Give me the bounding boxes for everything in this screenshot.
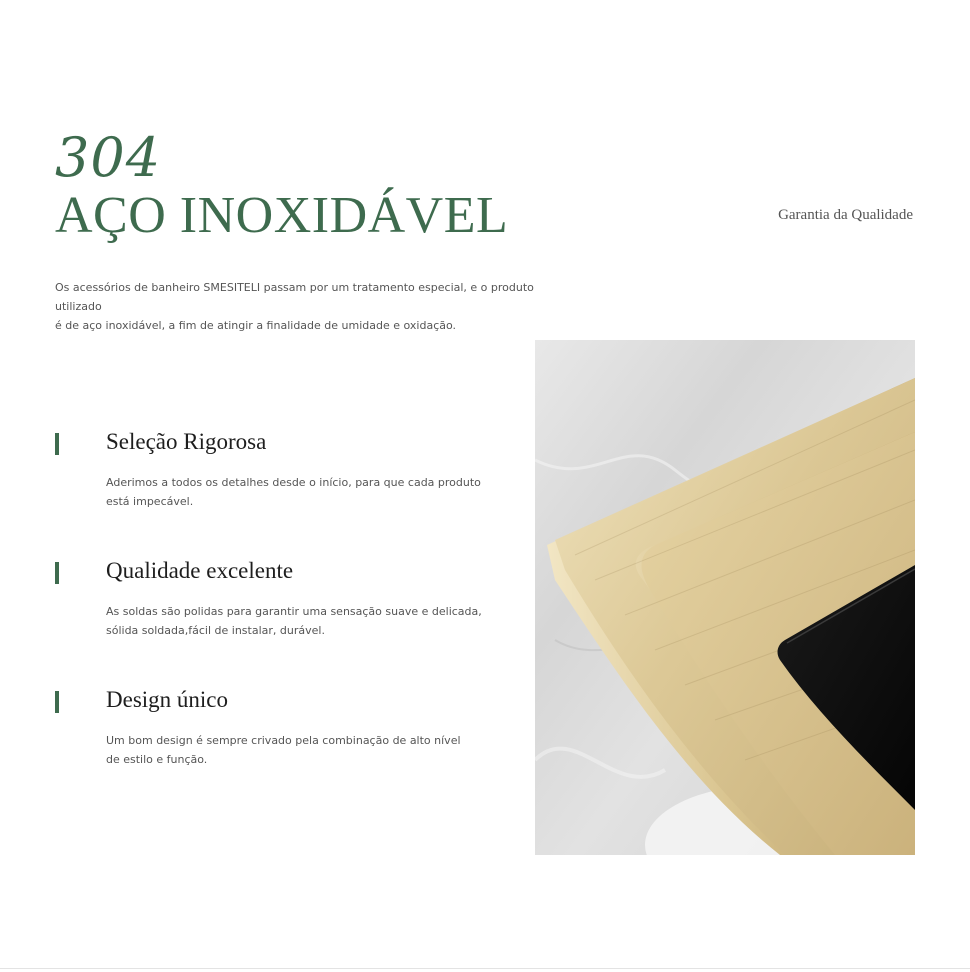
feature-description: [106, 602, 486, 640]
intro-line-2: é de aço inoxidável, a fim de atingir a finalidade de umidade e oxidação.: [55, 319, 457, 332]
feature-desc-line-2: sólida soldada,fácil de instalar, durável.: [106, 624, 325, 637]
intro-paragraph: [55, 278, 575, 335]
product-photo: [535, 340, 915, 855]
feature-desc-line-2: está impecável.: [106, 495, 194, 508]
feature-description: [106, 731, 486, 769]
feature-title: Design único: [106, 687, 229, 712]
feature-title: Qualidade excelente: [106, 558, 294, 583]
bottom-divider: [0, 968, 970, 969]
feature-desc-line-2: de estilo e função.: [106, 753, 208, 766]
feature-accent-bar: [55, 433, 59, 455]
feature-desc-line-1: Um bom design é sempre crivado pela combinação de alto nível: [106, 734, 461, 747]
feature-description: [106, 473, 486, 511]
heading-title: AÇO INOXIDÁVEL: [55, 187, 509, 244]
feature-desc-line-1: Aderimos a todos os detalhes desde o início, para que cada produto: [106, 476, 481, 489]
intro-line-1: Os acessórios de banheiro SMESITELI passam por um tratamento especial, e o produto utilizado: [55, 281, 534, 313]
feature-accent-bar: [55, 562, 59, 584]
feature-title: Seleção Rigorosa: [106, 429, 267, 454]
product-photo-illustration: [535, 340, 915, 855]
feature-accent-bar: [55, 691, 59, 713]
heading-number: 304: [55, 126, 162, 189]
quality-guarantee-label: Garantia da Qualidade: [778, 207, 913, 223]
feature-desc-line-1: As soldas são polidas para garantir uma sensação suave e delicada,: [106, 605, 482, 618]
